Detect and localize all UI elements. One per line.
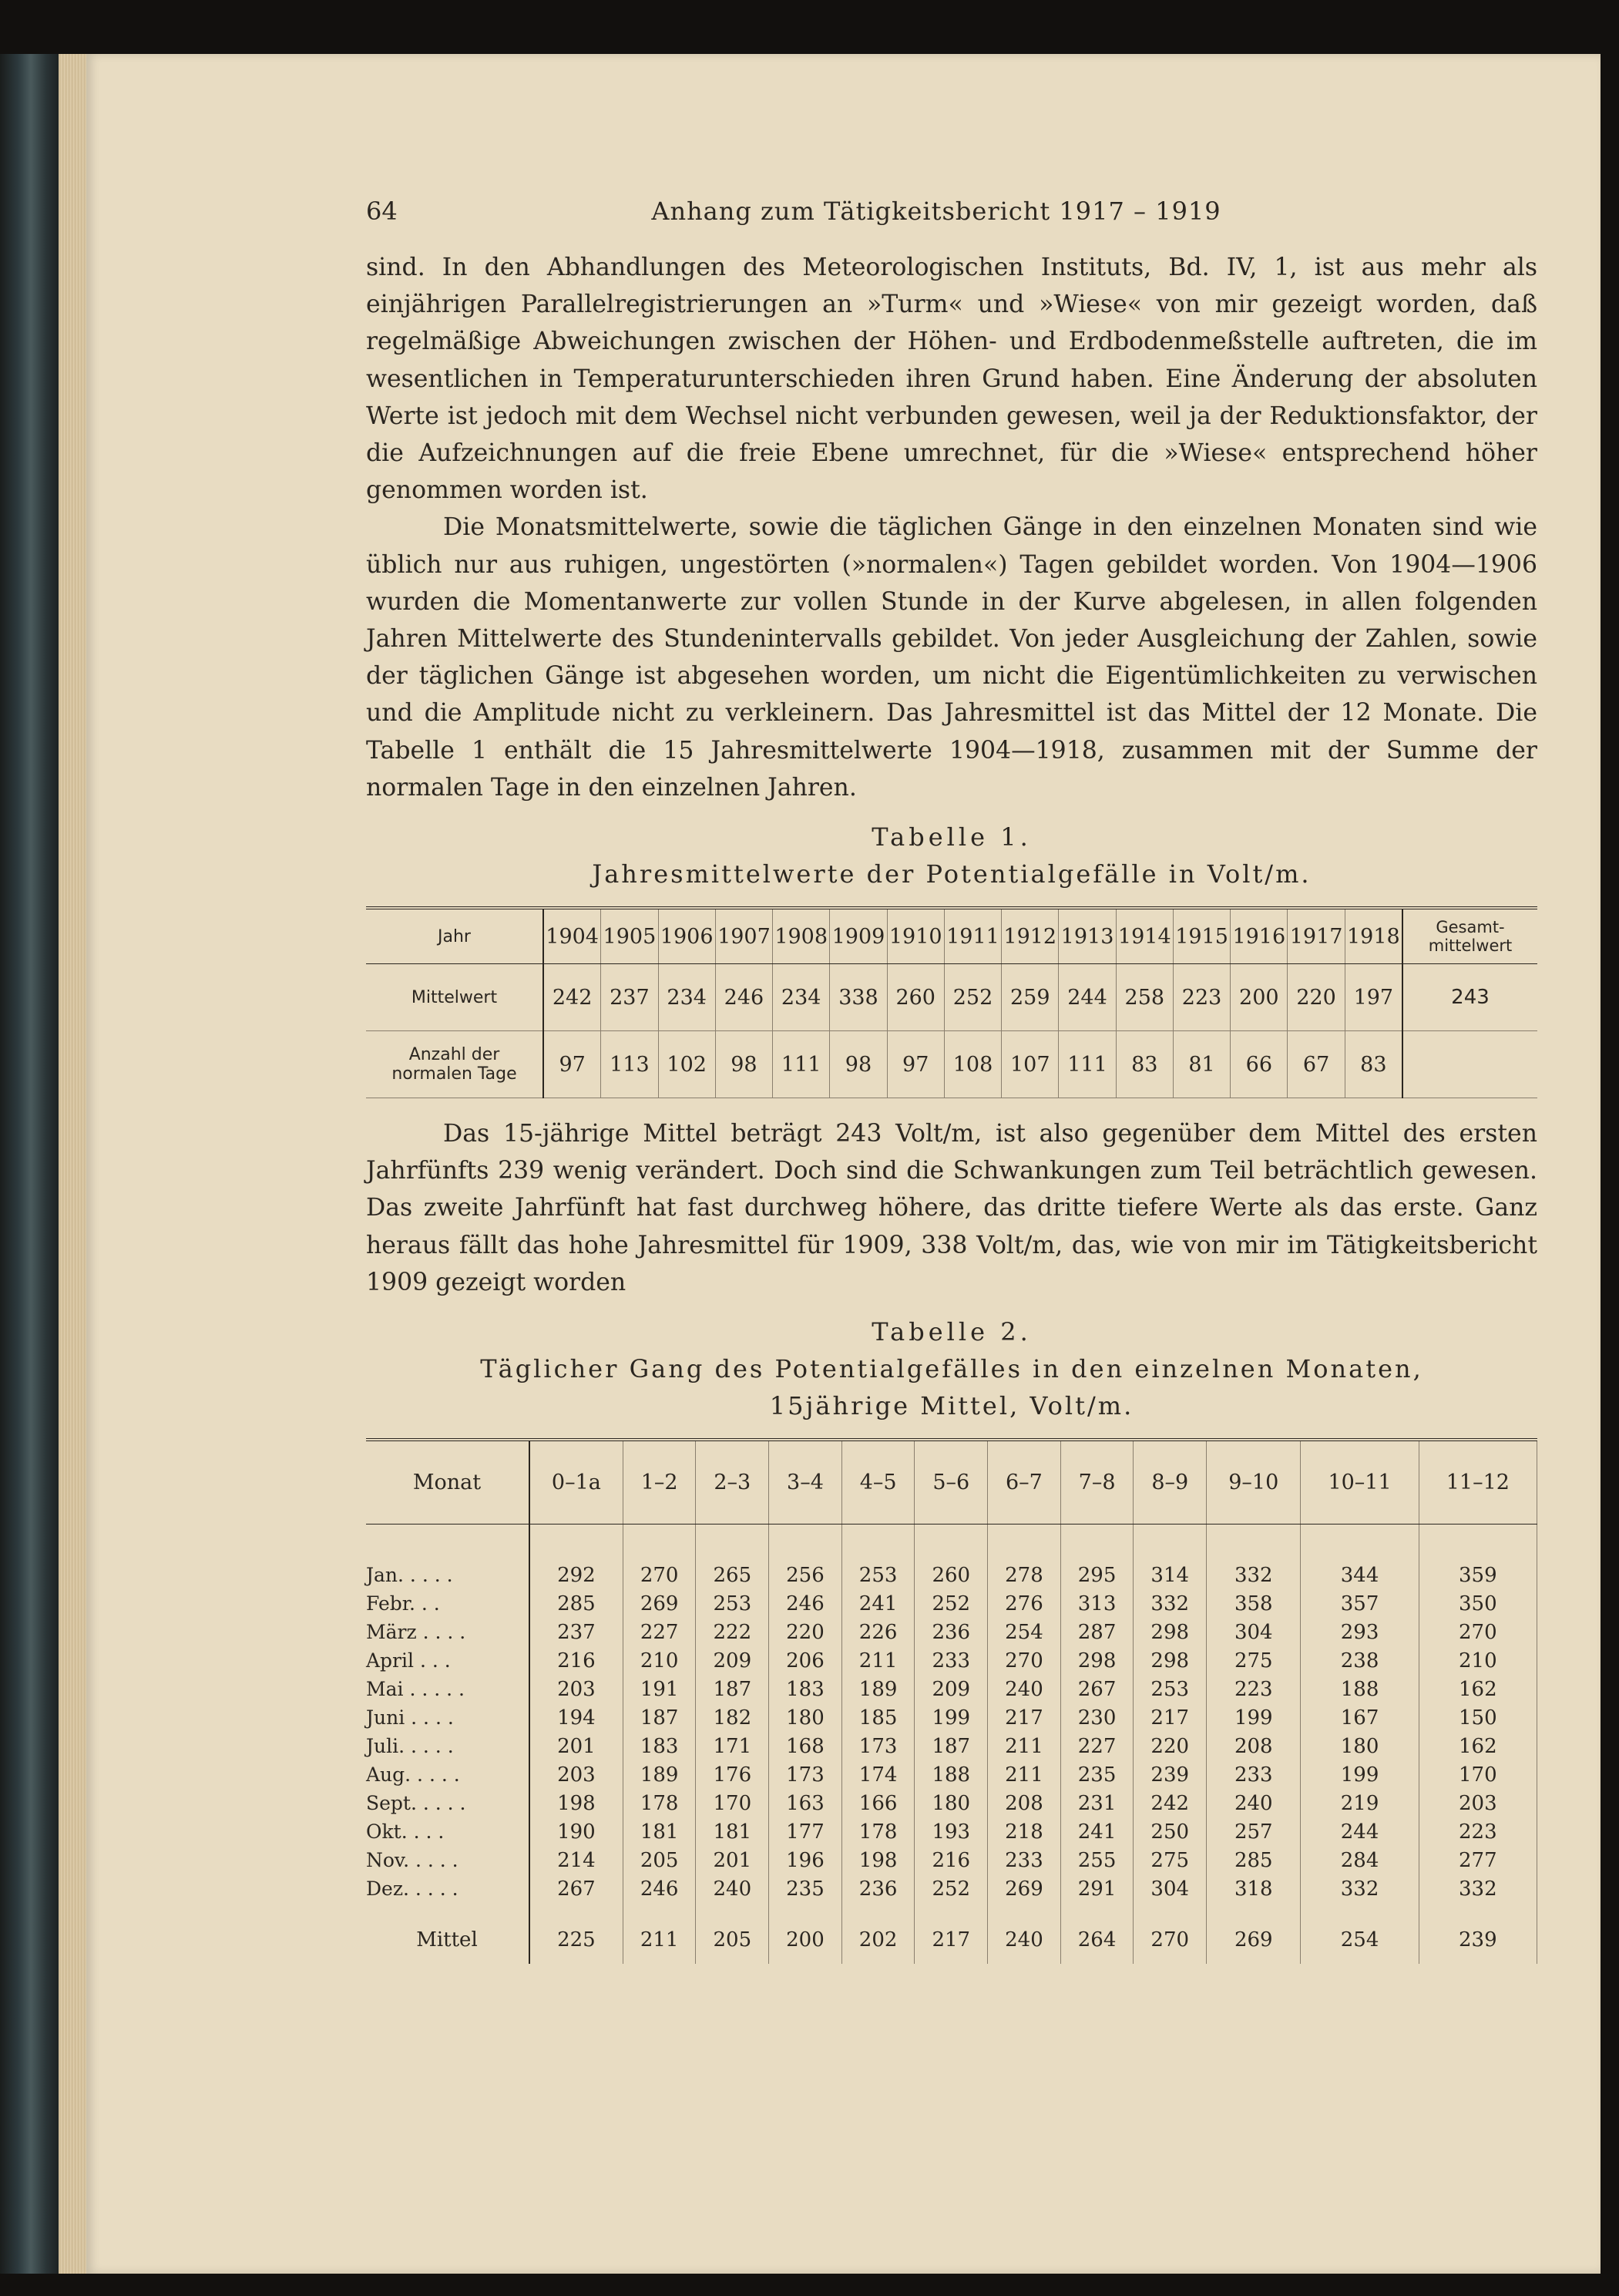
table1-mean-value: 234 (773, 964, 830, 1031)
table-2 (366, 1438, 1537, 1964)
paragraph-3: Das 15-jährige Mittel beträgt 243 Volt/m, ist also gegenüber dem Mittel des ersten Jahrfünfts 239 wenig verändert. Doch sind die Schwankungen zum Teil beträchtlich gewesen. Das zweite Jahrfünft hat fast durchweg höhere, das dritte tiefere Werte als das erste. Ganz heraus fällt das hohe Jahresmittel für 1909, 338 Volt/m, das, wie von mir im Tätigkeitsbericht 1909 gezeigt worden (366, 1120, 1537, 1296)
table2-cell: 170 (696, 1789, 769, 1817)
table2-cell: 240 (696, 1874, 769, 1903)
table2-month-name: Nov. . . . . (366, 1846, 529, 1874)
table1-days-value: 97 (543, 1031, 601, 1098)
table2-mean-label: Mittel (366, 1903, 529, 1964)
table1-year: 1912 (1002, 908, 1059, 964)
table2-month-row (366, 1846, 1537, 1874)
table2-cell: 181 (623, 1817, 696, 1846)
table2-hour-header: 9–10 (1207, 1440, 1301, 1525)
table2-cell: 177 (769, 1817, 842, 1846)
table2-cell: 150 (1419, 1703, 1537, 1732)
table2-cell: 358 (1207, 1589, 1301, 1618)
table2-cell: 173 (841, 1732, 915, 1760)
table1-year: 1907 (715, 908, 772, 964)
table1-number: Tabelle 1. (872, 822, 1032, 852)
table2-title: Täglicher Gang des Potentialgefälles in den einzelnen Monaten, (480, 1354, 1423, 1384)
table2-month-name: Sept. . . . . (366, 1789, 529, 1817)
table2-cell: 241 (841, 1589, 915, 1618)
table2-cell: 198 (529, 1789, 623, 1817)
table2-cell: 313 (1060, 1589, 1134, 1618)
table2-cell: 235 (1060, 1760, 1134, 1789)
table1-days-row (366, 1031, 1537, 1098)
table1-year: 1916 (1231, 908, 1288, 964)
table2-cell: 275 (1134, 1846, 1207, 1874)
table1-mean-value: 252 (944, 964, 1001, 1031)
table2-month-name: Jan. . . . . (366, 1525, 529, 1590)
table2-month-row (366, 1760, 1537, 1789)
table2-cell: 332 (1301, 1874, 1419, 1903)
table2-month-name: Okt. . . . (366, 1817, 529, 1846)
table2-cell: 250 (1134, 1817, 1207, 1846)
table1-mean-value: 223 (1173, 964, 1230, 1031)
table1-year: 1914 (1116, 908, 1173, 964)
table2-cell: 214 (529, 1846, 623, 1874)
table2-month-row (366, 1703, 1537, 1732)
table2-cell: 226 (841, 1618, 915, 1646)
table1-year-row (366, 908, 1537, 964)
table2-cell: 314 (1134, 1525, 1207, 1590)
table2-cell: 203 (529, 1760, 623, 1789)
table2-cell: 211 (988, 1732, 1061, 1760)
table2-cell: 180 (1301, 1732, 1419, 1760)
table2-mean-cell: 225 (529, 1903, 623, 1964)
table2-cell: 219 (1301, 1789, 1419, 1817)
table2-cell: 208 (1207, 1732, 1301, 1760)
table2-cell: 257 (1207, 1817, 1301, 1846)
table2-cell: 269 (988, 1874, 1061, 1903)
table1-label-days: Anzahl der normalen Tage (366, 1031, 543, 1098)
table1-days-value: 98 (830, 1031, 887, 1098)
table2-cell: 357 (1301, 1589, 1419, 1618)
table2-cell: 185 (841, 1703, 915, 1732)
table2-cell: 217 (988, 1703, 1061, 1732)
table2-cell: 199 (1207, 1703, 1301, 1732)
table2-cell: 220 (1134, 1732, 1207, 1760)
table1-year: 1905 (601, 908, 658, 964)
table2-cell: 210 (623, 1646, 696, 1675)
table2-cell: 216 (915, 1846, 988, 1874)
table2-cell: 256 (769, 1525, 842, 1590)
table2-cell: 265 (696, 1525, 769, 1590)
table1-days-value: 113 (601, 1031, 658, 1098)
table2-hour-header: 4–5 (841, 1440, 915, 1525)
table1-days-value: 81 (1173, 1031, 1230, 1098)
table2-cell: 210 (1419, 1646, 1537, 1675)
table2-cell: 189 (841, 1675, 915, 1703)
table2-cell: 241 (1060, 1817, 1134, 1846)
table2-mean-cell: 217 (915, 1903, 988, 1964)
table2-cell: 238 (1301, 1646, 1419, 1675)
table2-caption (366, 1313, 1537, 1424)
table2-cell: 223 (1207, 1675, 1301, 1703)
table1-mean-value: 220 (1288, 964, 1345, 1031)
table2-cell: 275 (1207, 1646, 1301, 1675)
table1-mean-value: 200 (1231, 964, 1288, 1031)
table2-cell: 180 (915, 1789, 988, 1817)
table2-cell: 298 (1134, 1646, 1207, 1675)
table2-cell: 350 (1419, 1589, 1537, 1618)
table2-cell: 211 (988, 1760, 1061, 1789)
table2-hour-header: 6–7 (988, 1440, 1061, 1525)
table1-days-value: 108 (944, 1031, 1001, 1098)
table1-mean-value: 338 (830, 964, 887, 1031)
table2-cell: 255 (1060, 1846, 1134, 1874)
table2-cell: 231 (1060, 1789, 1134, 1817)
table2-cell: 188 (915, 1760, 988, 1789)
table2-cell: 239 (1134, 1760, 1207, 1789)
table2-cell: 190 (529, 1817, 623, 1846)
table2-cell: 183 (769, 1675, 842, 1703)
table1-days-value: 111 (1059, 1031, 1116, 1098)
running-title: Anhang zum Tätigkeitsbericht 1917 – 1919 (651, 197, 1221, 226)
table2-cell: 240 (988, 1675, 1061, 1703)
table2-mean-cell: 270 (1134, 1903, 1207, 1964)
table2-cell: 295 (1060, 1525, 1134, 1590)
table1-mean-value: 234 (658, 964, 715, 1031)
table2-cell: 218 (988, 1817, 1061, 1846)
table2-cell: 203 (1419, 1789, 1537, 1817)
table1-days-value: 66 (1231, 1031, 1288, 1098)
table2-cell: 187 (623, 1703, 696, 1732)
table2-cell: 199 (1301, 1760, 1419, 1789)
table1-year: 1918 (1345, 908, 1402, 964)
table1-mean-value: 259 (1002, 964, 1059, 1031)
table2-cell: 178 (623, 1789, 696, 1817)
table2-cell: 284 (1301, 1846, 1419, 1874)
table2-cell: 246 (769, 1589, 842, 1618)
table2-mean-cell: 264 (1060, 1903, 1134, 1964)
table2-hour-header: 3–4 (769, 1440, 842, 1525)
table1-title: Jahresmittelwerte der Potentialgefälle in Volt/m. (592, 859, 1312, 889)
table2-hour-header: 2–3 (696, 1440, 769, 1525)
table2-cell: 180 (769, 1703, 842, 1732)
table2-cell: 193 (915, 1817, 988, 1846)
table-1 (366, 906, 1537, 1098)
table2-month-row (366, 1646, 1537, 1675)
table2-cell: 209 (696, 1646, 769, 1675)
table2-hour-header: 11–12 (1419, 1440, 1537, 1525)
table2-cell: 223 (1419, 1817, 1537, 1846)
table2-cell: 187 (696, 1675, 769, 1703)
table2-cell: 291 (1060, 1874, 1134, 1903)
table2-month-name: Juli. . . . . (366, 1732, 529, 1760)
page-stack-edge (59, 54, 89, 2274)
table1-days-value: 111 (773, 1031, 830, 1098)
table2-cell: 276 (988, 1589, 1061, 1618)
page-header (366, 197, 1537, 226)
table2-cell: 178 (841, 1817, 915, 1846)
table2-cell: 233 (988, 1846, 1061, 1874)
table2-month-row (366, 1675, 1537, 1703)
table2-cell: 254 (988, 1618, 1061, 1646)
table2-month-row (366, 1874, 1537, 1903)
table2-cell: 187 (915, 1732, 988, 1760)
table2-cell: 217 (1134, 1703, 1207, 1732)
table2-cell: 230 (1060, 1703, 1134, 1732)
table2-cell: 246 (623, 1874, 696, 1903)
table2-month-name: März . . . . (366, 1618, 529, 1646)
table2-mean-cell: 200 (769, 1903, 842, 1964)
table2-mean-cell: 202 (841, 1903, 915, 1964)
table2-cell: 237 (529, 1618, 623, 1646)
table2-cell: 206 (769, 1646, 842, 1675)
table2-cell: 168 (769, 1732, 842, 1760)
table2-cell: 208 (988, 1789, 1061, 1817)
table2-cell: 201 (529, 1732, 623, 1760)
table1-days-value: 107 (1002, 1031, 1059, 1098)
table2-cell: 344 (1301, 1525, 1419, 1590)
table2-cell: 293 (1301, 1618, 1419, 1646)
table2-cell: 171 (696, 1732, 769, 1760)
table1-year: 1904 (543, 908, 601, 964)
table2-cell: 298 (1060, 1646, 1134, 1675)
table2-cell: 191 (623, 1675, 696, 1703)
table2-cell: 292 (529, 1525, 623, 1590)
table2-cell: 176 (696, 1760, 769, 1789)
table1-year: 1913 (1059, 908, 1116, 964)
table2-month-name: Mai . . . . . (366, 1675, 529, 1703)
table2-header-row (366, 1440, 1537, 1525)
table2-hour-header: 5–6 (915, 1440, 988, 1525)
paragraph-2: Die Monatsmittelwerte, sowie die täglichen Gänge in den einzelnen Monaten sind wie üblich nur aus ruhigen, ungestörten (»normalen«) Tagen gebildet worden. Von 1904—1906 wurden die Momentanwerte zur vollen Stunde in der Kurve abgelesen, in allen folgenden Jahren Mittelwerte des Stundenintervalls gebildet. Von jeder Ausgleichung der Zahlen, sowie der täglichen Gänge ist abgesehen worden, um nicht die Eigentümlichkeiten zu verwischen und die Amplitude nicht zu verkleinern. Das Jahresmittel ist das Mittel der 12 Monate. Die Tabelle 1 enthält die 15 Jahresmittelwerte 1904—1918, zusammen mit der Summe der normalen Tage in den einzelnen Jahren. (366, 513, 1537, 802)
table2-mean-cell: 240 (988, 1903, 1061, 1964)
table2-month-row (366, 1789, 1537, 1817)
table2-cell: 359 (1419, 1525, 1537, 1590)
table2-cell: 252 (915, 1589, 988, 1618)
table2-number: Tabelle 2. (872, 1317, 1032, 1347)
paragraph-1: sind. In den Abhandlungen des Meteorologischen Instituts, Bd. IV, 1, ist aus mehr als einjährigen Parallelregistrierungen an »Turm« und »Wiese« von mir gezeigt worden, daß regelmäßige Abweichungen zwischen der Höhen- und Erdbodenmeßstelle auftreten, die im wesentlichen in Temperaturunterschieden ihren Grund haben. Eine Änderung der absoluten Werte ist jedoch mit dem Wechsel nicht verbunden gewesen, weil ja der Reduktionsfaktor, der die Aufzeichnungen auf die freie Ebene umrechnet, für die »Wiese« entsprechend höher genommen worden ist. (366, 254, 1537, 505)
table2-cell: 267 (1060, 1675, 1134, 1703)
table2-hour-header: 10–11 (1301, 1440, 1419, 1525)
table2-cell: 285 (529, 1589, 623, 1618)
page-content (366, 197, 1537, 1964)
table2-cell: 298 (1134, 1618, 1207, 1646)
table2-cell: 287 (1060, 1618, 1134, 1646)
table2-cell: 188 (1301, 1675, 1419, 1703)
table2-subtitle: 15jährige Mittel, Volt/m. (769, 1391, 1134, 1421)
table2-cell: 278 (988, 1525, 1061, 1590)
table1-year: 1910 (887, 908, 944, 964)
table2-cell: 182 (696, 1703, 769, 1732)
table2-hour-header: 7–8 (1060, 1440, 1134, 1525)
table2-cell: 163 (769, 1789, 842, 1817)
table1-year: 1909 (830, 908, 887, 964)
table2-cell: 240 (1207, 1789, 1301, 1817)
table2-cell: 242 (1134, 1789, 1207, 1817)
table1-days-value: 98 (715, 1031, 772, 1098)
table2-cell: 183 (623, 1732, 696, 1760)
table2-mean-cell: 205 (696, 1903, 769, 1964)
table2-cell: 253 (841, 1525, 915, 1590)
table1-mean-value: 197 (1345, 964, 1402, 1031)
table1-mean-value: 244 (1059, 964, 1116, 1031)
table1-mean-value: 246 (715, 964, 772, 1031)
table2-cell: 244 (1301, 1817, 1419, 1846)
table2-month-name: Febr. . . (366, 1589, 529, 1618)
table1-days-value: 83 (1116, 1031, 1173, 1098)
table2-cell: 205 (623, 1846, 696, 1874)
table2-cell: 173 (769, 1760, 842, 1789)
table2-cell: 162 (1419, 1732, 1537, 1760)
table2-cell: 332 (1134, 1589, 1207, 1618)
table1-year: 1906 (658, 908, 715, 964)
table2-month-row (366, 1618, 1537, 1646)
table2-cell: 233 (915, 1646, 988, 1675)
table2-mean-cell: 269 (1207, 1903, 1301, 1964)
table2-mean-row (366, 1903, 1537, 1964)
table1-year: 1917 (1288, 908, 1345, 964)
table2-month-name: Aug. . . . . (366, 1760, 529, 1789)
table2-cell: 211 (841, 1646, 915, 1675)
table2-cell: 194 (529, 1703, 623, 1732)
table2-cell: 209 (915, 1675, 988, 1703)
table2-cell: 203 (529, 1675, 623, 1703)
table2-cell: 235 (769, 1874, 842, 1903)
table2-month-name: Juni . . . . (366, 1703, 529, 1732)
table2-hour-header: 1–2 (623, 1440, 696, 1525)
table1-label-year: Jahr (366, 908, 543, 964)
table2-hour-header: 8–9 (1134, 1440, 1207, 1525)
table2-mean-cell: 254 (1301, 1903, 1419, 1964)
table2-month-row (366, 1732, 1537, 1760)
table2-cell: 222 (696, 1618, 769, 1646)
table2-cell: 216 (529, 1646, 623, 1675)
table2-cell: 252 (915, 1874, 988, 1903)
table1-year: 1908 (773, 908, 830, 964)
table2-cell: 332 (1207, 1525, 1301, 1590)
table2-cell: 227 (623, 1618, 696, 1646)
page-number: 64 (366, 197, 398, 226)
table2-cell: 167 (1301, 1703, 1419, 1732)
table2-month-name: April . . . (366, 1646, 529, 1675)
table1-mean-value: 237 (601, 964, 658, 1031)
table1-year: 1911 (944, 908, 1001, 964)
table2-cell: 260 (915, 1525, 988, 1590)
book-cover-edge (0, 54, 62, 2274)
table2-cell: 166 (841, 1789, 915, 1817)
table2-cell: 318 (1207, 1874, 1301, 1903)
table2-cell: 304 (1134, 1874, 1207, 1903)
table2-cell: 277 (1419, 1846, 1537, 1874)
table1-days-value: 67 (1288, 1031, 1345, 1098)
table2-cell: 220 (769, 1618, 842, 1646)
table2-month-row (366, 1525, 1537, 1590)
table2-cell: 181 (696, 1817, 769, 1846)
table2-cell: 170 (1419, 1760, 1537, 1789)
table2-cell: 253 (696, 1589, 769, 1618)
table2-cell: 236 (841, 1874, 915, 1903)
table2-cell: 269 (623, 1589, 696, 1618)
table2-month-row (366, 1817, 1537, 1846)
table2-month-row (366, 1589, 1537, 1618)
table2-cell: 332 (1419, 1874, 1537, 1903)
table2-cell: 270 (623, 1525, 696, 1590)
table2-cell: 227 (1060, 1732, 1134, 1760)
table2-cell: 198 (841, 1846, 915, 1874)
table2-cell: 199 (915, 1703, 988, 1732)
table2-mean-cell: 239 (1419, 1903, 1537, 1964)
table2-cell: 253 (1134, 1675, 1207, 1703)
table2-cell: 285 (1207, 1846, 1301, 1874)
table1-mean-value: 258 (1116, 964, 1173, 1031)
table1-days-value: 102 (658, 1031, 715, 1098)
table1-label-mean: Mittelwert (366, 964, 543, 1031)
table2-label-month: Monat (366, 1440, 529, 1525)
table1-mean-value: 260 (887, 964, 944, 1031)
table2-cell: 196 (769, 1846, 842, 1874)
table1-total-empty (1402, 1031, 1537, 1098)
table1-days-value: 83 (1345, 1031, 1402, 1098)
table2-cell: 189 (623, 1760, 696, 1789)
table2-mean-cell: 211 (623, 1903, 696, 1964)
table2-body (366, 1525, 1537, 1965)
table1-days-value: 97 (887, 1031, 944, 1098)
table1-year: 1915 (1173, 908, 1230, 964)
table1-mean-value: 242 (543, 964, 601, 1031)
table2-cell: 270 (1419, 1618, 1537, 1646)
table2-cell: 162 (1419, 1675, 1537, 1703)
table2-cell: 236 (915, 1618, 988, 1646)
table2-cell: 174 (841, 1760, 915, 1789)
table2-cell: 270 (988, 1646, 1061, 1675)
table1-caption (366, 819, 1537, 893)
table1-total-mean: 243 (1402, 964, 1537, 1031)
table2-cell: 267 (529, 1874, 623, 1903)
table1-label-total: Gesamt-mittelwert (1402, 908, 1537, 964)
table2-cell: 304 (1207, 1618, 1301, 1646)
table2-cell: 233 (1207, 1760, 1301, 1789)
table2-month-name: Dez. . . . . (366, 1874, 529, 1903)
table1-mean-row (366, 964, 1537, 1031)
table2-hour-header: 0–1a (529, 1440, 623, 1525)
table2-cell: 201 (696, 1846, 769, 1874)
